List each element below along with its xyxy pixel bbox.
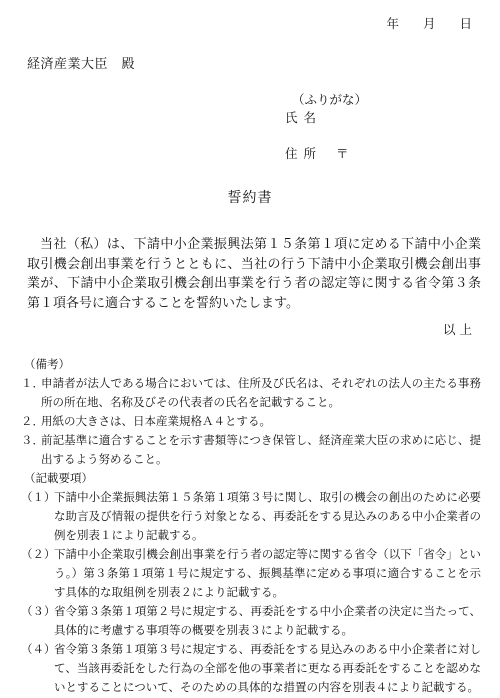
instructions-item-text: 下請中小企業取引機会創出事業を行う者の認定等に関する省令（以下「省令」という。）第３条第１項第１号に規定する、振興基準に定める事項に適合することを示す具体的な取組例を別表２により記載する。 bbox=[54, 547, 481, 599]
postal-mark: 〒 bbox=[336, 146, 349, 161]
remarks-heading: （備考） bbox=[24, 357, 70, 371]
date-year: 年 bbox=[386, 16, 399, 31]
closing-mark: 以上 bbox=[442, 322, 476, 337]
remarks-item bbox=[21, 412, 481, 431]
notes-section bbox=[21, 355, 481, 697]
addressee: 経済産業大臣 殿 bbox=[27, 57, 136, 72]
instructions-heading: （記載要項） bbox=[24, 471, 93, 485]
instructions-item-number: （２） bbox=[21, 547, 56, 561]
remarks-item-number: ２． bbox=[21, 414, 44, 428]
furigana-label: （ふりがな） bbox=[292, 92, 368, 107]
remarks-item-text: 申請者が法人である場合においては、住所及び氏名は、それぞれの法人の主たる事務所の所在地、名称及びその代表者の氏名を記載すること。 bbox=[41, 376, 481, 409]
instructions-item-text: 省令第３条第１項第２号に規定する、再委託をする中小企業者の決定に当たって、具体的に考慮する事項等の概要を別表３により記載する。 bbox=[54, 604, 481, 637]
instructions-item bbox=[21, 488, 481, 545]
instructions-item-number: （１） bbox=[21, 490, 56, 504]
document-title: 誓約書 bbox=[227, 190, 273, 206]
remarks-item bbox=[21, 374, 481, 412]
instructions-item-number: （４） bbox=[21, 642, 56, 656]
instructions-item bbox=[21, 545, 481, 602]
address-label: 住所 bbox=[285, 146, 323, 161]
instructions-item bbox=[21, 602, 481, 640]
remarks-item bbox=[21, 431, 481, 469]
instructions-item bbox=[21, 640, 481, 697]
date-month: 月 bbox=[422, 16, 436, 31]
remarks-item-text: 前記基準に適合することを示す書類等につき保管し、経済産業大臣の求めに応じ、提出するよう努めること。 bbox=[41, 433, 481, 466]
instructions-item-number: （３） bbox=[21, 604, 56, 618]
remarks-item-text: 用紙の大きさは、日本産業規格Ａ４とする。 bbox=[41, 414, 271, 428]
instructions-item-text: 下請中小企業振興法第１５条第１項第３号に関し、取引の機会の創出のために必要な助言及び情報の提供を行う対象となる、再委託をする見込みのある中小企業者の例を別表１により記載する。 bbox=[54, 490, 481, 542]
name-label: 氏名 bbox=[285, 110, 323, 125]
date-day: 日 bbox=[459, 16, 472, 31]
date-line bbox=[386, 14, 472, 32]
remarks-item-number: ３． bbox=[21, 433, 44, 447]
remarks-item-number: １． bbox=[21, 376, 44, 390]
pledge-body: 当社（私）は、下請中小企業振興法第１５条第１項に定める下請中小企業取引機会創出事業を行うとともに、当社の行う下請中小企業取引機会創出事業が、下請中小企業取引機会創出事業を行う者の認定等に関する省令第３条第１項各号に適合することを誓約いたします。 bbox=[27, 237, 481, 311]
instructions-item-text: 省令第３条第１項第３号に規定する、再委託をする見込みのある中小企業者に対して、当該再委託をした行為の全部を他の事業者に更なる再委託をすることを認めないとすることについて、そのための具体的な措置の内容を別表４により記載する。 bbox=[54, 642, 481, 694]
